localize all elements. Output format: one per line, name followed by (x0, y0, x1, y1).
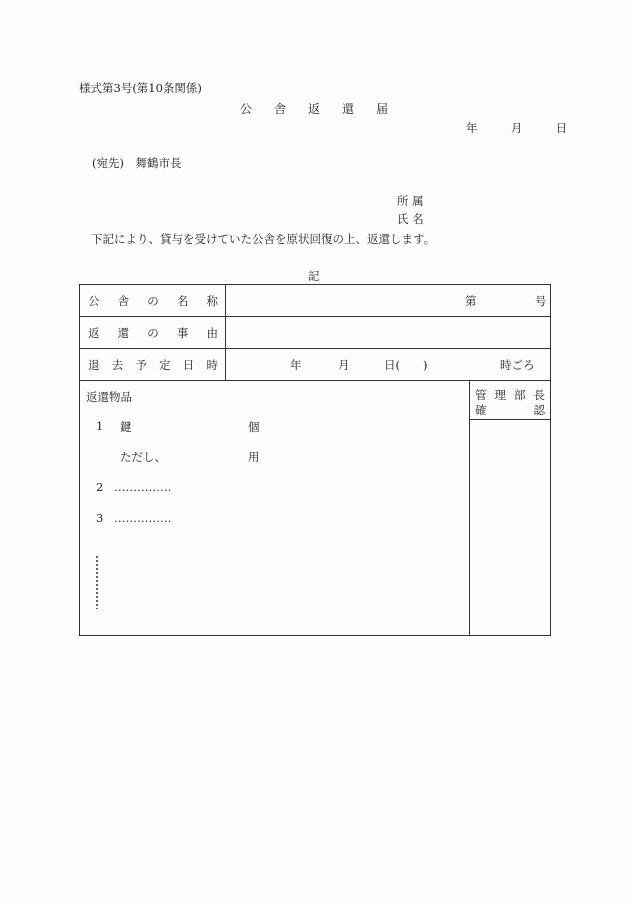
item-3-dots: …………… (114, 511, 172, 525)
label-char: 還 (117, 326, 130, 340)
items-heading: 返還物品 (86, 390, 132, 404)
item-1-name: 鍵 (120, 420, 132, 434)
item-1-number: 1 (96, 419, 104, 433)
housing-go: 号 (535, 294, 547, 308)
housing-name-field[interactable] (230, 289, 450, 313)
label-char: 認 (533, 403, 545, 417)
row-divider (80, 348, 550, 349)
confirm-label-bottom (475, 402, 545, 418)
label-char: 部 (514, 388, 526, 402)
label-char: 去 (111, 358, 124, 372)
date-month: 月 (510, 121, 523, 135)
item-1-note: ただし、 (120, 450, 166, 464)
label-char: 定 (159, 358, 171, 372)
label-char: 事 (176, 326, 189, 340)
item-1-note-unit: 用 (248, 450, 260, 464)
label-char: 返 (88, 326, 100, 340)
label-char: の (147, 326, 159, 340)
label-char: 理 (494, 388, 506, 402)
label-char: 名 (176, 294, 189, 308)
label-char: の (147, 294, 159, 308)
item-2-dots: …………… (114, 480, 172, 494)
label-char: 時 (206, 358, 218, 372)
item-1-unit: 個 (248, 420, 260, 434)
item-2-number: 2 (96, 480, 104, 494)
housing-dai: 第 (465, 294, 477, 308)
confirm-label-top (475, 387, 545, 403)
addressee: (宛先) 舞鶴市長 (92, 156, 182, 170)
move-out-time: 時ごろ (500, 358, 535, 372)
date-day: 日 (555, 121, 568, 135)
date-line (466, 120, 567, 136)
row-divider (80, 316, 550, 317)
affiliation-label: 所 属 (397, 194, 424, 208)
column-divider (225, 285, 226, 380)
row-divider (80, 380, 550, 381)
confirm-stamp-area[interactable] (472, 423, 547, 632)
move-out-year: 年 (290, 358, 302, 372)
label-char: 舎 (117, 294, 130, 308)
row-label-move-out-datetime (88, 357, 218, 373)
move-out-month: 月 (338, 358, 350, 372)
move-out-day: 日( ) (384, 358, 428, 372)
return-reason-field[interactable] (230, 320, 544, 344)
form-number-label: 様式第3号(第10条関係) (79, 81, 202, 95)
label-char: 公 (88, 294, 100, 308)
row-label-housing-name (88, 293, 218, 309)
label-char: 由 (206, 326, 218, 340)
row-label-return-reason (88, 325, 218, 341)
item-3-number: 3 (96, 511, 104, 525)
date-year: 年 (466, 121, 478, 135)
label-char: 管 (475, 388, 487, 402)
label-char: 長 (533, 388, 545, 402)
document-title: 公舎返還届 (239, 102, 410, 116)
ki-heading: 記 (308, 269, 320, 283)
name-label: 氏 名 (397, 212, 424, 226)
label-char: 日 (182, 358, 195, 372)
label-char: 退 (88, 358, 100, 372)
label-char: 称 (206, 294, 218, 308)
vertical-continuation-dots (96, 555, 98, 609)
return-form-table (79, 284, 551, 636)
statement-text: 下記により、貸与を受けていた公舎を原状回復の上、返還します。 (91, 232, 436, 246)
label-char: 予 (135, 358, 147, 372)
confirm-divider (469, 419, 550, 420)
label-char: 確 (475, 403, 487, 417)
